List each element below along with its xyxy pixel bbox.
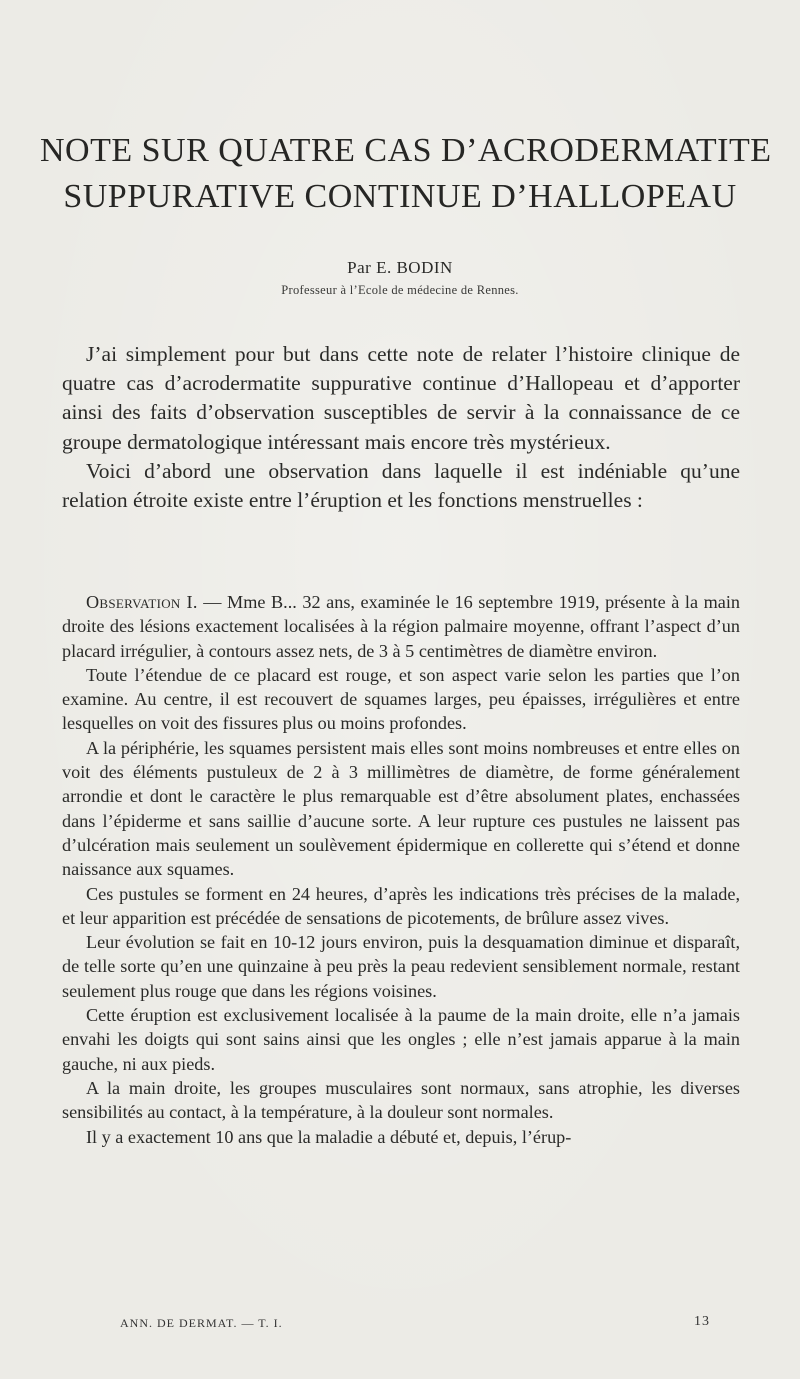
author-affiliation: Professeur à l’Ecole de médecine de Rennes.	[281, 283, 519, 297]
observation-paragraph-7: A la main droite, les groupes musculaires sont normaux, sans atrophie, les diverses sensibilités au contact, à la température, à la douleur sont normales.	[62, 1077, 740, 1123]
article-title	[40, 128, 772, 220]
observation-paragraph-8: Il y a exactement 10 ans que la maladie a débuté et, depuis, l’érup-	[86, 1126, 572, 1147]
observation-paragraph-2: Toute l’étendue de ce placard est rouge, et son aspect varie selon les parties que l’on examine. Au centre, il est recouvert de squames larges, peu épaisses, irrégulières et entre lesquelles on voit des fissures plus ou moins profondes.	[62, 664, 740, 734]
observation-paragraph-4: Ces pustules se forment en 24 heures, d’après les indications très précises de la malade, et leur apparition est précédée de sensations de picotements, de brûlure assez vives.	[62, 883, 740, 928]
observation-paragraph-1	[62, 590, 740, 663]
intro-paragraph-2: Voici d’abord une observation dans laquelle il est indéniable qu’une relation étroite existe entre l’éruption et les fonctions menstruelles :	[62, 458, 740, 513]
author-line: Par E. BODIN	[347, 258, 453, 277]
observation-first-text: — Mme B... 32 ans, examinée le 16 septembre 1919, présente à la main droite des lésions exactement localisées à la région palmaire moyenne, offrant l’aspect d’un placard irrégulier, à contours assez nets, de 3 à 5 centimètres de diamètre environ.	[62, 592, 740, 661]
observation-paragraph-6: Cette éruption est exclusivement localisée à la paume de la main droite, elle n’a jamais envahi les doigts qui sont sains ainsi que les ongles ; elle n’est jamais apparue à la main gauche, ni aux pieds.	[62, 1005, 740, 1074]
title-line-2: SUPPURATIVE CONTINUE D’HALLOPEAU	[63, 178, 737, 215]
observation-paragraph-5: Leur évolution se fait en 10-12 jours environ, puis la desquamation diminue et disparaît, de telle sorte qu’en une quinzaine à peu près la peau redevient sensiblement normale, restant seulement plus rouge que dans les régions voisines.	[62, 932, 740, 1001]
page-number: 13	[694, 1314, 710, 1329]
title-line-1: NOTE SUR QUATRE CAS D’ACRODERMATITE	[40, 132, 772, 169]
intro-paragraph-1: J’ai simplement pour but dans cette note de relater l’histoire clinique de quatre cas d’acrodermatite suppurative continue d’Hallopeau et d’apporter ainsi des faits d’observation susceptibles de servir à la connaissance de ce groupe dermatologique intéressant mais encore très mystérieux.	[62, 342, 740, 454]
journal-reference: ANN. DE DERMAT. — T. I.	[120, 1316, 283, 1330]
observation-section	[62, 590, 740, 1149]
observation-heading: Observation I.	[86, 592, 198, 612]
introduction	[62, 340, 740, 515]
observation-paragraph-3: A la périphérie, les squames persistent mais elles sont moins nombreuses et entre elles on voit des éléments pustuleux de 2 à 3 millimètres de diamètre, de forme généralement arrondie et dont le caractère le plus remarquable est d’être absolument plates, enchassées dans l’épiderme et sans saillie d’aucune sorte. A leur rupture ces pustules ne laissent pas d’ulcération mais seulement un soulèvement épidermique en collerette qui s’étend et donne naissance aux squames.	[62, 737, 740, 880]
